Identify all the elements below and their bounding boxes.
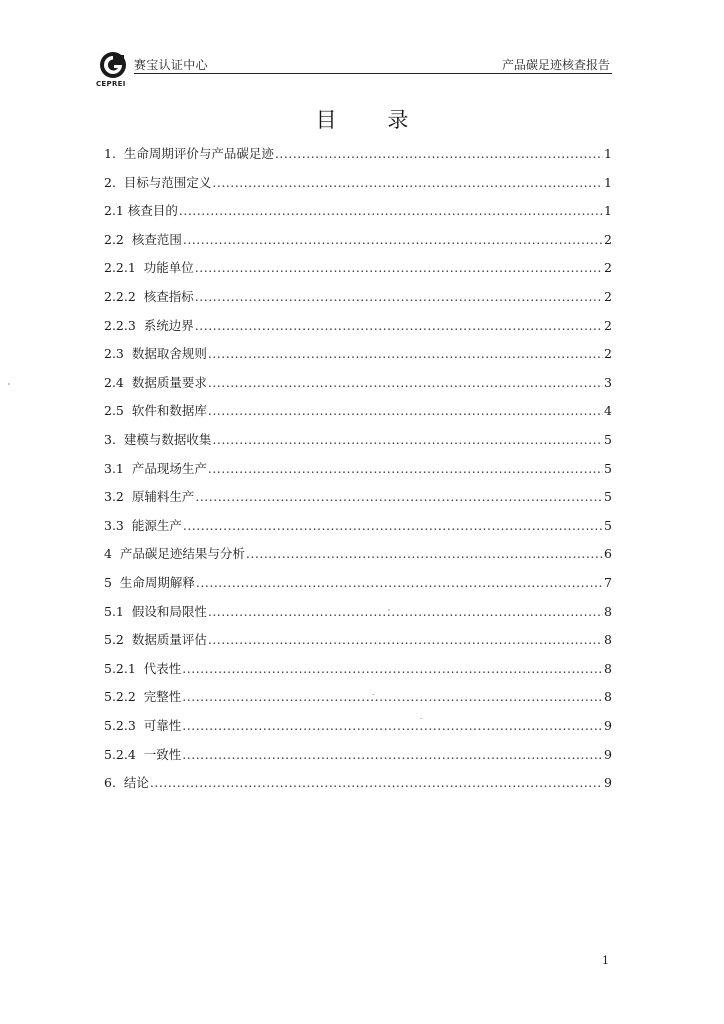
- toc-entry[interactable]: [104, 459, 612, 479]
- toc-entry-number: 2.: [104, 175, 124, 190]
- toc-entry-title: 生命周期解释: [119, 575, 195, 590]
- organization-name: 赛宝认证中心: [134, 58, 208, 72]
- toc-leader-dots: [208, 459, 603, 479]
- toc-entry-number: 5.1: [104, 604, 132, 619]
- toc-entry-page: 8: [604, 604, 612, 619]
- toc-leader-dots: [275, 144, 603, 164]
- toc-leader-dots: [182, 659, 603, 679]
- toc-entry[interactable]: [104, 373, 612, 393]
- toc-entry-number: 5.2.4: [104, 747, 144, 762]
- toc-entry-page: 2: [604, 260, 612, 275]
- scan-speck: [388, 609, 390, 611]
- toc-entry-page: 9: [604, 775, 612, 790]
- toc-entry-page: 7: [604, 575, 612, 590]
- report-title: 产品碳足迹核查报告: [501, 58, 610, 72]
- toc-leader-dots: [182, 745, 603, 765]
- toc-leader-dots: [208, 630, 603, 650]
- toc-entry-title: 核查范围: [131, 232, 182, 247]
- toc-entry-number: 2.2.3: [104, 318, 144, 333]
- toc-entry[interactable]: [104, 487, 612, 507]
- toc-entry[interactable]: [104, 773, 612, 793]
- toc-entry[interactable]: [104, 287, 612, 307]
- toc-entry-number: 3.3: [104, 518, 132, 533]
- toc-entry-page: 1: [604, 175, 612, 190]
- toc-leader-dots: [183, 230, 603, 250]
- toc-entry-number: 2.3: [104, 346, 132, 361]
- toc-entry-number: 4: [104, 546, 120, 561]
- toc-entry-page: 9: [604, 747, 612, 762]
- ceprei-logo-icon: [98, 50, 128, 80]
- toc-entry-page: 1: [604, 146, 612, 161]
- header-divider: [134, 73, 612, 74]
- page-number: 1: [602, 954, 609, 967]
- toc-entry-page: 8: [604, 632, 612, 647]
- toc-entry-page: 5: [604, 489, 612, 504]
- toc-entry[interactable]: [104, 544, 612, 564]
- toc-leader-dots: [208, 373, 603, 393]
- toc-entry-page: 5: [604, 432, 612, 447]
- toc-entry-title: 数据取舍规则: [131, 346, 207, 361]
- toc-leader-dots: [195, 316, 603, 336]
- toc-entry-title: 软件和数据库: [131, 403, 207, 418]
- toc-entry-number: 2.2.2: [104, 289, 144, 304]
- toc-entry[interactable]: [104, 201, 612, 221]
- page-header: [96, 46, 612, 88]
- toc-entry-page: 2: [604, 232, 612, 247]
- toc-entry[interactable]: [104, 687, 612, 707]
- toc-leader-dots: [208, 401, 603, 421]
- toc-entry[interactable]: [104, 630, 612, 650]
- toc-entry-number: 3.1: [104, 461, 132, 476]
- toc-leader-dots: [212, 430, 603, 450]
- toc-entry-page: 2: [604, 289, 612, 304]
- toc-entry[interactable]: [104, 602, 612, 622]
- toc-entry-page: 5: [604, 518, 612, 533]
- toc-leader-dots: [150, 773, 603, 793]
- toc-entry[interactable]: [104, 745, 612, 765]
- toc-entry-number: 5.2.3: [104, 718, 144, 733]
- toc-entry-title: 数据质量评估: [131, 632, 207, 647]
- toc-entry-title: 功能单位: [143, 260, 194, 275]
- toc-entry-page: 8: [604, 689, 612, 704]
- toc-entry-title: 核查指标: [143, 289, 194, 304]
- toc-entry-number: 5.2.1: [104, 661, 144, 676]
- toc-title: 目 录: [315, 108, 431, 132]
- toc-entry-title: 产品现场生产: [131, 461, 207, 476]
- scan-speck: [420, 718, 422, 719]
- toc-entry[interactable]: [104, 516, 612, 536]
- toc-leader-dots: [212, 173, 603, 193]
- toc-entry-number: 3.: [104, 432, 124, 447]
- toc-entry-page: 3: [604, 375, 612, 390]
- toc-entry-title: 核查目的: [127, 203, 178, 218]
- toc-leader-dots: [246, 544, 603, 564]
- toc-leader-dots: [196, 573, 603, 593]
- toc-entry[interactable]: [104, 401, 612, 421]
- toc-leader-dots: [182, 716, 603, 736]
- toc-entry-page: 6: [604, 546, 612, 561]
- toc-entry-number: 3.2: [104, 489, 132, 504]
- toc-leader-dots: [183, 516, 603, 536]
- toc-entry[interactable]: [104, 144, 612, 164]
- toc-entry[interactable]: [104, 659, 612, 679]
- scan-speck: [372, 694, 375, 695]
- toc-entry-title: 能源生产: [131, 518, 182, 533]
- toc-entry-page: 2: [604, 346, 612, 361]
- toc-entry-title: 系统边界: [143, 318, 194, 333]
- toc-entry-page: 5: [604, 461, 612, 476]
- toc-entry[interactable]: [104, 344, 612, 364]
- toc-entry-title: 产品碳足迹结果与分析: [119, 546, 245, 561]
- toc-leader-dots: [195, 258, 603, 278]
- toc-entry-title: 完整性: [143, 689, 182, 704]
- toc-entry-number: 2.2: [104, 232, 132, 247]
- toc-leader-dots: [208, 602, 603, 622]
- toc-entry-title: 可靠性: [143, 718, 182, 733]
- toc-entry-title: 目标与范围定义: [123, 175, 212, 190]
- toc-entry-title: 假设和局限性: [131, 604, 207, 619]
- toc-entry-page: 4: [604, 403, 612, 418]
- organization-name-en: CEPREI: [96, 80, 126, 88]
- toc-entry-title: 原辅料生产: [131, 489, 195, 504]
- toc-entry[interactable]: [104, 716, 612, 736]
- toc-leader-dots: [208, 344, 603, 364]
- toc-entry-title: 一致性: [143, 747, 182, 762]
- toc-entry-number: 2.5: [104, 403, 132, 418]
- toc-entry[interactable]: [104, 430, 612, 450]
- toc-leader-dots: [195, 287, 603, 307]
- toc-entry-number: 2.1: [104, 203, 128, 218]
- toc-entry-number: 2.2.1: [104, 260, 144, 275]
- toc-entry-page: 2: [604, 318, 612, 333]
- scan-speck: [8, 383, 10, 385]
- toc-entry-number: 5.2: [104, 632, 132, 647]
- toc-entry-title: 数据质量要求: [131, 375, 207, 390]
- toc-entry[interactable]: [104, 173, 612, 193]
- toc-entry-number: 5.2.2: [104, 689, 144, 704]
- toc-entry[interactable]: [104, 573, 612, 593]
- toc-entry-number: 6.: [104, 775, 124, 790]
- toc-entry-number: 1.: [104, 146, 124, 161]
- toc-entry[interactable]: [104, 258, 612, 278]
- toc-entry-page: 1: [604, 203, 612, 218]
- toc-leader-dots: [195, 487, 603, 507]
- toc-entry[interactable]: [104, 230, 612, 250]
- toc-entry[interactable]: [104, 316, 612, 336]
- toc-leader-dots: [182, 687, 603, 707]
- toc-entry-page: 8: [604, 661, 612, 676]
- toc-entry-title: 代表性: [143, 661, 182, 676]
- toc-entry-page: 9: [604, 718, 612, 733]
- toc-entry-title: 建模与数据收集: [123, 432, 212, 447]
- toc-entry-number: 2.4: [104, 375, 132, 390]
- toc-entry-number: 5: [104, 575, 120, 590]
- toc-entry-title: 结论: [123, 775, 149, 790]
- toc-entry-title: 生命周期评价与产品碳足迹: [123, 146, 274, 161]
- toc-leader-dots: [179, 201, 603, 221]
